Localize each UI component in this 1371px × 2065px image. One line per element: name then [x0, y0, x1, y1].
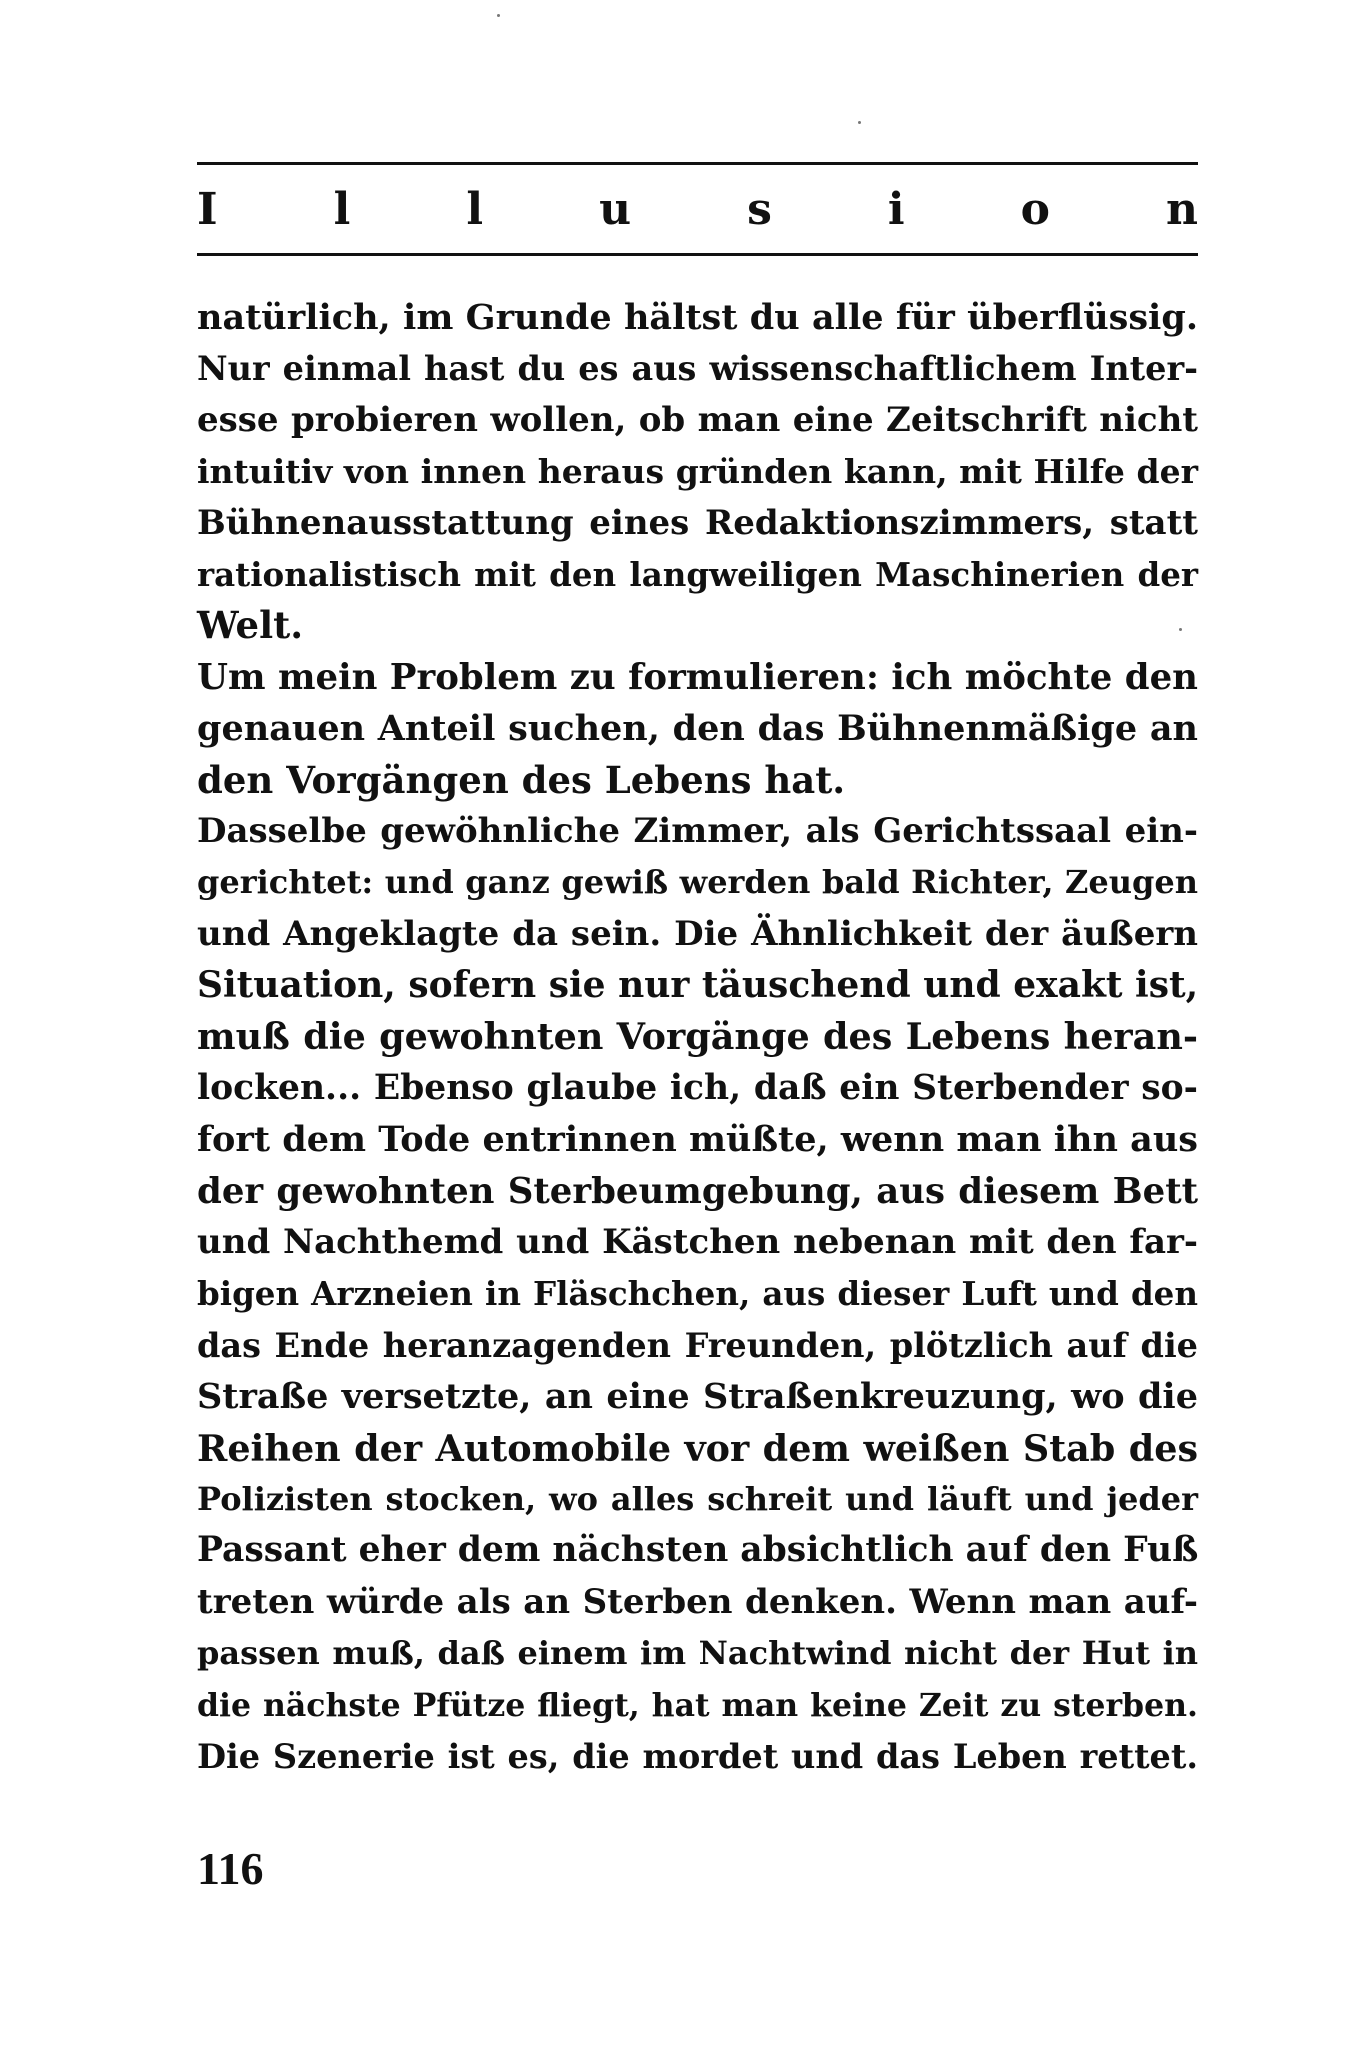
- header-rule-bottom: [197, 253, 1198, 256]
- paper-speck: [858, 121, 861, 124]
- text-line: Die Szenerie ist es, die mordet und das Leben rettet.: [197, 1736, 1198, 1776]
- text-line: natürlich, im Grunde hältst du alle für überflüssig.: [197, 297, 1198, 338]
- running-head: [197, 176, 1198, 244]
- paper-speck: [497, 14, 500, 17]
- text-line: Polizisten stocken, wo alles schreit und läuft und jeder: [197, 1479, 1198, 1518]
- running-head-letter: l: [466, 184, 484, 235]
- body-text: [197, 292, 1198, 1782]
- text-line: den Vorgängen des Lebens hat.: [197, 757, 846, 802]
- text-line: Um mein Problem zu formulieren: ich möchte den: [197, 656, 1198, 698]
- running-head-letter: u: [599, 184, 632, 235]
- text-line: Bühnenausstattung eines Redaktionszimmers, statt: [197, 502, 1198, 543]
- running-head-letter: n: [1166, 184, 1198, 235]
- text-line: und Nachthemd und Kästchen nebenan mit den far-: [197, 1222, 1198, 1263]
- text-line: muß die gewohnten Vorgänge des Lebens heran-: [197, 1015, 1198, 1059]
- text-line: Straße versetzte, an eine Straßenkreuzung, wo die: [197, 1376, 1198, 1418]
- text-line: locken... Ebenso glaube ich, daß ein Sterbender so-: [197, 1067, 1198, 1108]
- text-line: die nächste Pfütze fliegt, hat man keine Zeit zu sterben.: [197, 1686, 1198, 1724]
- running-head-letter: l: [333, 184, 351, 235]
- running-head-letter: o: [1020, 184, 1050, 235]
- text-line: intuitiv von innen heraus gründen kann, mit Hilfe der: [197, 452, 1198, 492]
- text-line: Situation, sofern sie nur täuschend und exakt ist,: [197, 964, 1199, 1007]
- text-line: esse probieren wollen, ob man eine Zeitschrift nicht: [197, 399, 1198, 440]
- text-line: Dasselbe gewöhnliche Zimmer, als Gerichtssaal ein-: [197, 810, 1198, 851]
- page-number: 116: [197, 1843, 264, 1894]
- running-head-letter: s: [747, 184, 772, 235]
- text-line: gerichtet: und ganz gewiß werden bald Richter, Zeugen: [197, 863, 1198, 902]
- text-line: passen muß, daß einem im Nachtwind nicht der Hut in: [197, 1634, 1198, 1673]
- running-head-letter: i: [887, 184, 905, 235]
- text-line: Passant eher dem nächsten absichtlich auf den Fuß: [197, 1530, 1199, 1571]
- running-head-letter: I: [197, 184, 218, 235]
- header-rule-top: [197, 162, 1198, 165]
- text-line: Nur einmal hast du es aus wissenschaftlichem Inter-: [197, 349, 1198, 389]
- text-line: das Ende heranzagenden Freunden, plötzlich auf die: [197, 1325, 1198, 1365]
- text-line: und Angeklagte da sein. Die Ähnlichkeit der äußern: [197, 913, 1198, 954]
- text-line: der gewohnten Sterbeumgebung, aus diesem Bett: [197, 1170, 1198, 1212]
- text-line: treten würde als an Sterben denken. Wenn man auf-: [197, 1581, 1198, 1622]
- text-line: rationalistisch mit den langweiligen Maschinerien der: [197, 554, 1198, 594]
- text-line: Welt.: [197, 603, 304, 648]
- text-line: bigen Arzneien in Fläschchen, aus dieser Luft und den: [197, 1274, 1198, 1314]
- text-line: fort dem Tode entrinnen müßte, wenn man ihn aus: [197, 1119, 1198, 1161]
- text-line: genauen Anteil suchen, den das Bühnenmäßige an: [197, 708, 1198, 750]
- text-line: Reihen der Automobile vor dem weißen Stab des: [197, 1426, 1198, 1470]
